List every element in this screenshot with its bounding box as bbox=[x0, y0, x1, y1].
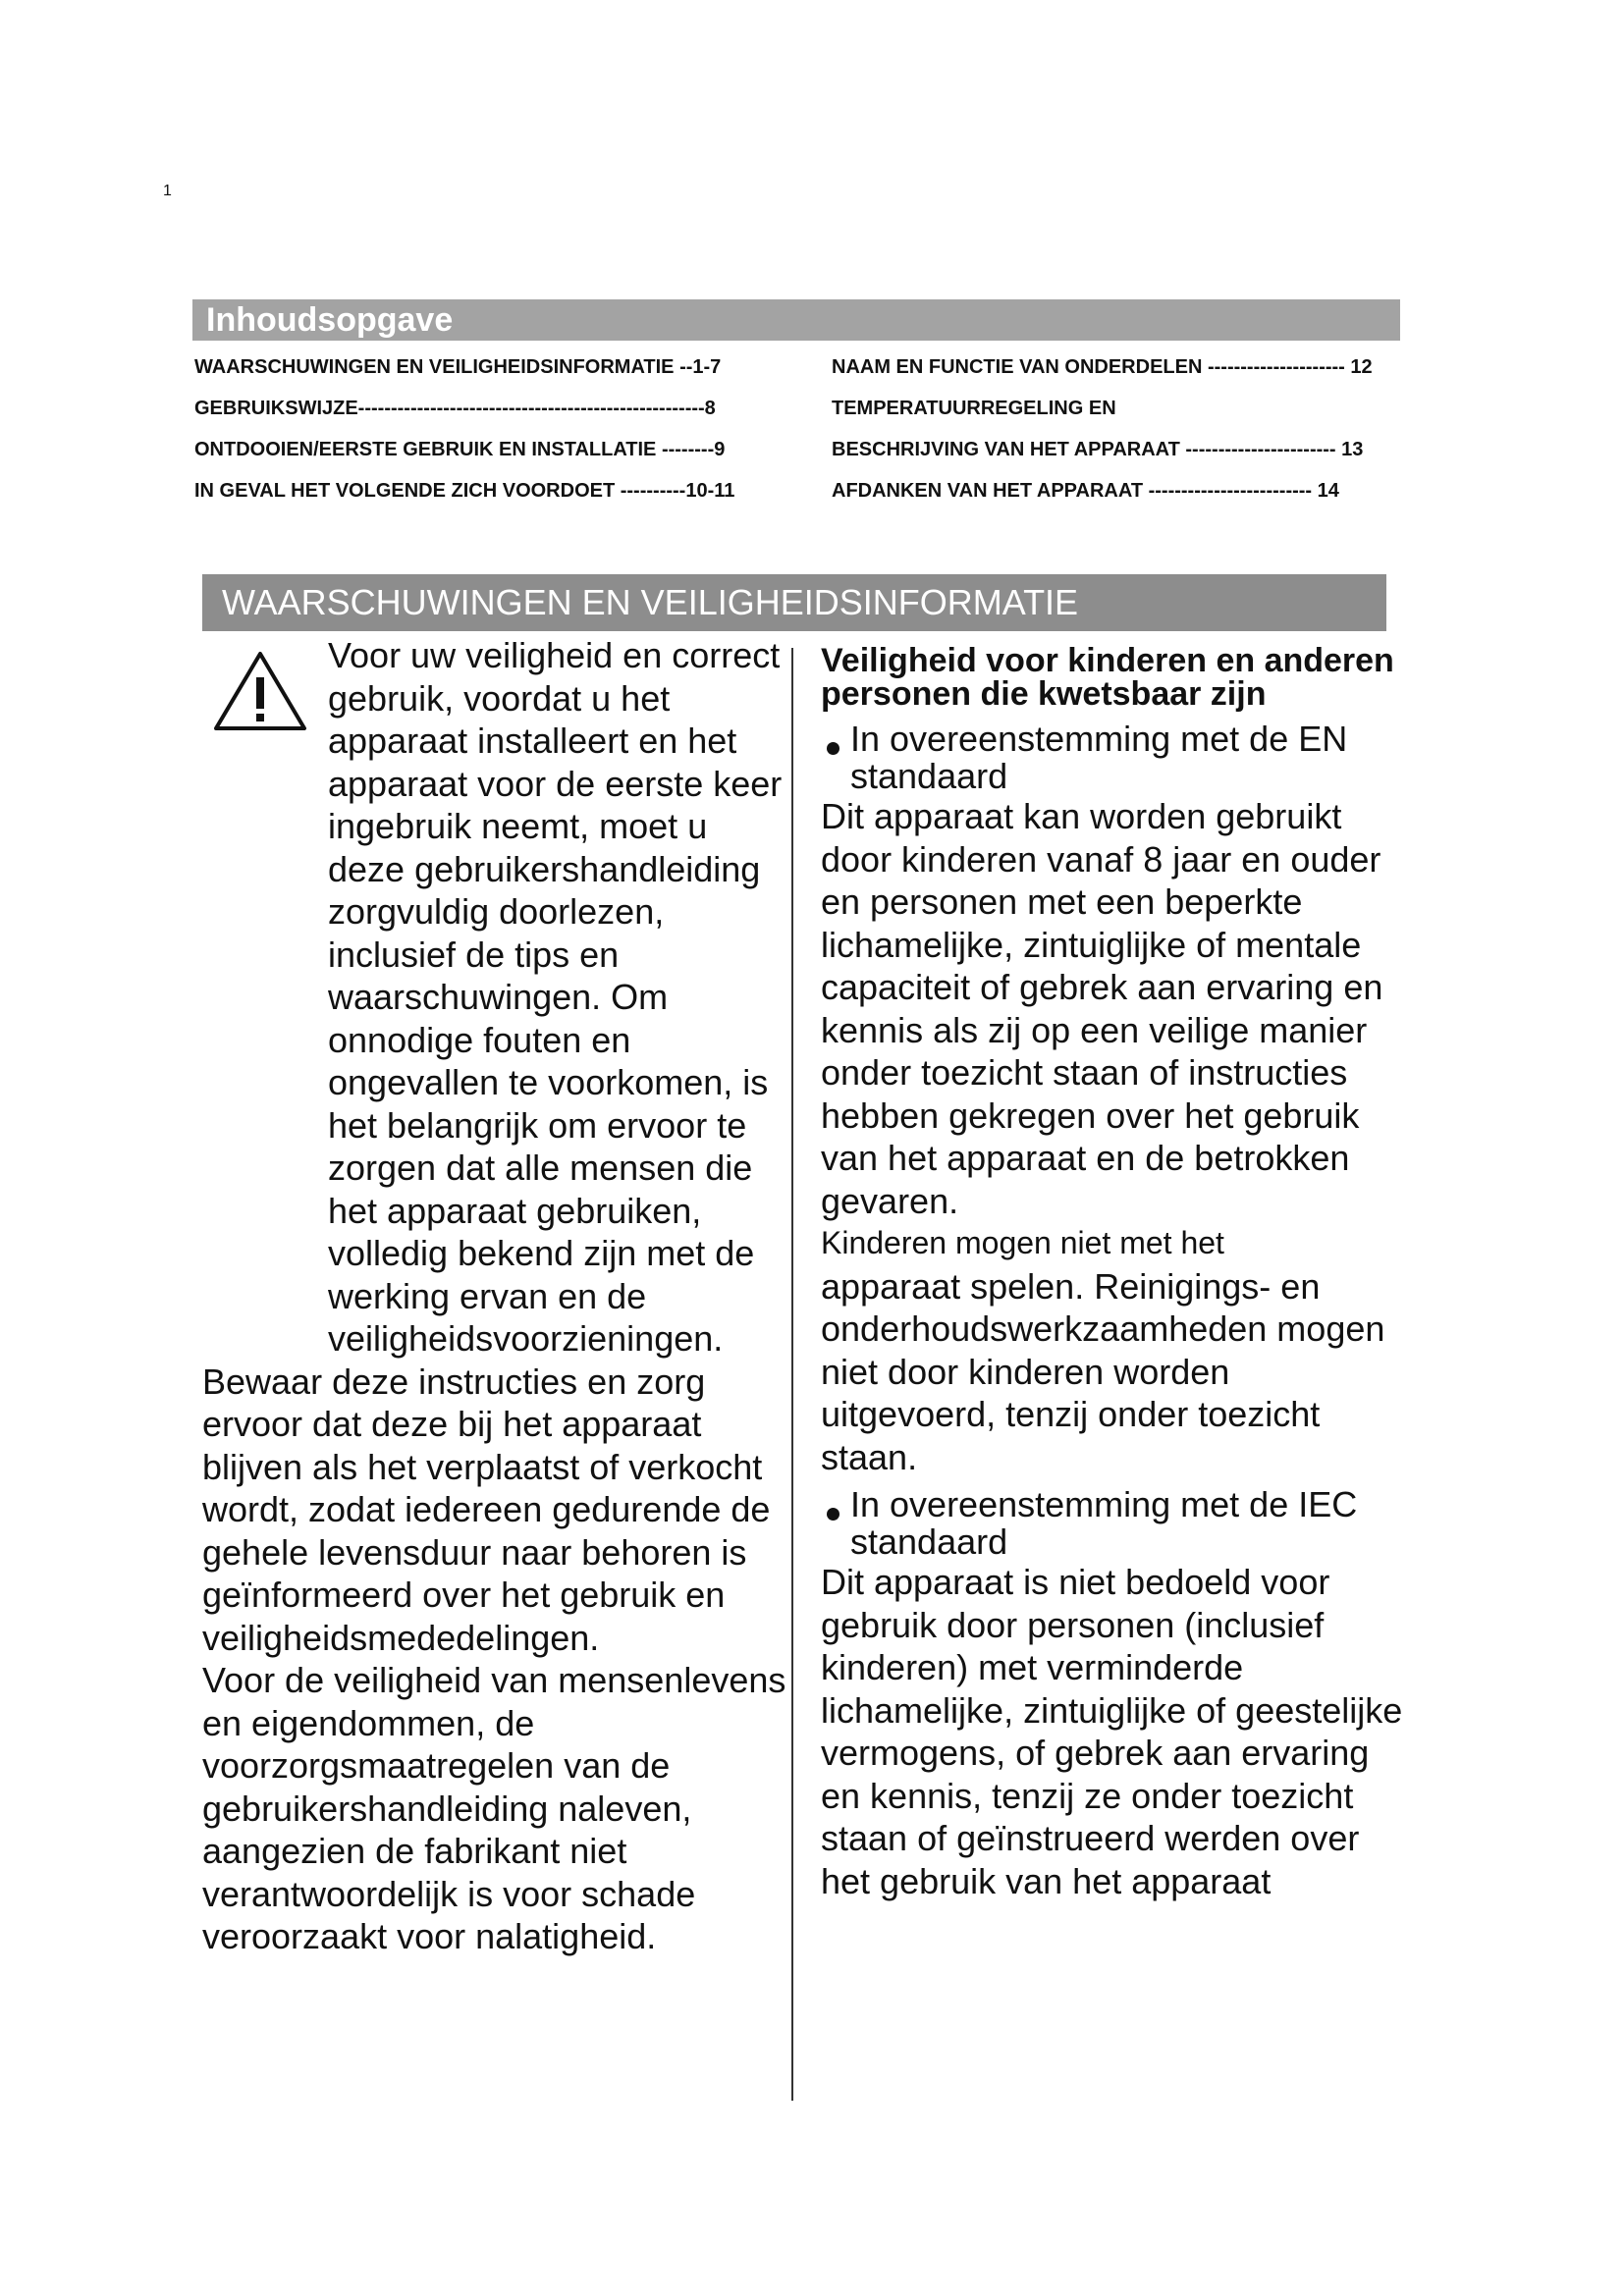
column-divider bbox=[791, 648, 793, 2101]
bullet-iec-standard bbox=[821, 1486, 1410, 1561]
toc-entry[interactable]: ONTDOOIEN/EERSTE GEBRUIK EN INSTALLATIE --------9 bbox=[194, 439, 726, 460]
intro-paragraph: Voor uw veiligheid en correct gebruik, voordat u het apparaat installeert en het apparaat voor de eerste keer ingebruik neemt, moet u deze gebruikershandleiding zorgvuldig doorlezen, inclusief de tips en waarschuwingen. Om onnodige fouten en ongevallen te voorkomen, is het belangrijk om ervoor te zorgen dat alle mensen die het apparaat gebruiken, volledig bekend zijn met de werking ervan en de veiligheidsvoorzieningen. bbox=[328, 635, 783, 1359]
bullet-en-standard bbox=[821, 721, 1410, 795]
toc-entry[interactable]: IN GEVAL HET VOLGENDE ZICH VOORDOET ----------10-11 bbox=[194, 480, 735, 502]
iec-paragraph: Dit apparaat is niet bedoeld voor gebruik door personen (inclusief kinderen) met verminderde lichamelijke, zintuiglijke of geestelijke vermogens, of gebrek aan ervaring en kennis, tenzij ze onder toezicht staan of geïnstrueerd werden over het gebruik van het apparaat bbox=[821, 1562, 1403, 1901]
right-column bbox=[821, 644, 1410, 1902]
en-paragraph: Dit apparaat kan worden gebruikt door kinderen vanaf 8 jaar en ouder en personen met een beperkte lichamelijke, zintuiglijke of mentale capaciteit of gebrek aan ervaring en kennis als zij op een veilige manier onder toezicht staan of instructies hebben gekregen over het gebruik van het apparaat en de betrokken gevaren. bbox=[821, 796, 1383, 1221]
toc-title: Inhoudsopgave bbox=[192, 299, 1400, 341]
toc-entry[interactable]: WAARSCHUWINGEN EN VEILIGHEIDSINFORMATIE --1-7 bbox=[194, 356, 722, 378]
toc-entry[interactable]: TEMPERATUURREGELING EN bbox=[832, 398, 1116, 419]
instructions-paragraph: Bewaar deze instructies en zorg ervoor dat deze bij het apparaat blijven als het verplaatst of verkocht wordt, zodat iedereen gedurende de gehele levensduur naar behoren is geïnformeerd over het gebruik en veiligheidsmededelingen. bbox=[202, 1361, 771, 1658]
bullet-dot-icon bbox=[827, 1508, 839, 1521]
toc-entry[interactable]: NAAM EN FUNCTIE VAN ONDERDELEN --------------------- 12 bbox=[832, 356, 1373, 378]
children-play-line: Kinderen mogen niet met het bbox=[821, 1225, 1224, 1260]
toc-right-column bbox=[832, 353, 1450, 518]
toc-entry[interactable]: BESCHRIJVING VAN HET APPARAAT ----------------------- 13 bbox=[832, 439, 1364, 460]
safety-paragraph: Voor de veiligheid van mensenlevens en eigendommen, de voorzorgsmaatregelen van de gebruikershandleiding naleven, aangezien de fabrikant niet verantwoordelijk is voor schade veroorzaakt voor nalatigheid. bbox=[202, 1660, 786, 1956]
toc-entry[interactable]: GEBRUIKSWIJZE-----------------------------------------------------8 bbox=[194, 398, 716, 419]
cleaning-paragraph: apparaat spelen. Reinigings- en onderhoudswerkzaamheden mogen niet door kinderen worden uitgevoerd, tenzij onder toezicht staan. bbox=[821, 1265, 1385, 1477]
section-title: WAARSCHUWINGEN EN VEILIGHEIDSINFORMATIE bbox=[202, 574, 1386, 631]
bullet-text: In overeenstemming met de EN standaard bbox=[850, 719, 1348, 796]
page-number: 1 bbox=[163, 183, 172, 199]
left-column bbox=[202, 634, 791, 1958]
bullet-text: In overeenstemming met de IEC standaard bbox=[850, 1484, 1358, 1562]
toc-left-column bbox=[194, 353, 803, 518]
children-safety-heading: Veiligheid voor kinderen en anderen personen die kwetsbaar zijn bbox=[821, 642, 1394, 713]
bullet-dot-icon bbox=[827, 742, 839, 755]
toc-entry[interactable]: AFDANKEN VAN HET APPARAAT ------------------------- 14 bbox=[832, 480, 1339, 502]
